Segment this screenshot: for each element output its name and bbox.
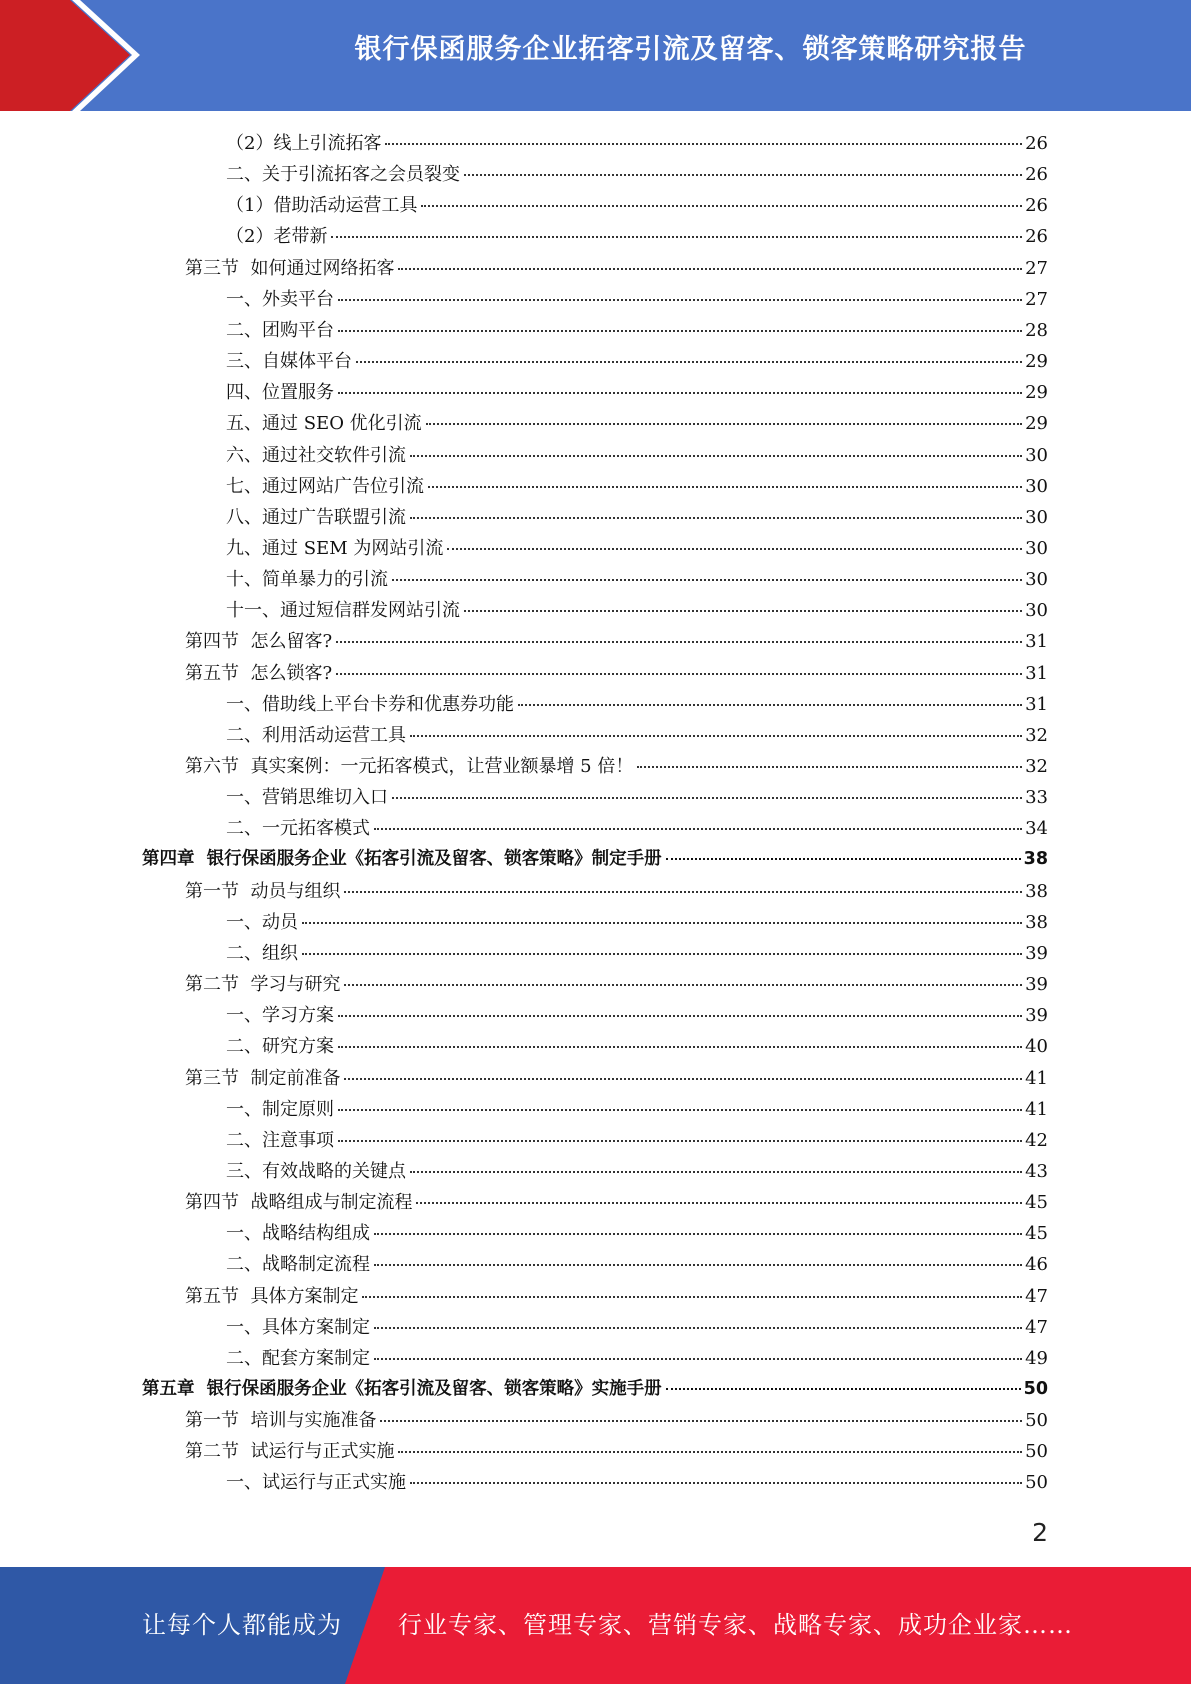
toc-dot-leader [398,1451,1022,1453]
toc-subsection-entry[interactable] [226,1343,1048,1374]
toc-dot-leader [380,1420,1022,1422]
toc-dot-leader [410,517,1022,519]
toc-entry-page: 26 [1025,226,1048,248]
toc-entry-title: 十一、通过短信群发网站引流 [226,600,460,622]
footer-slogan-right: 行业专家、管理专家、营销专家、战略专家、成功企业家…… [398,1611,1073,1639]
toc-section-entry[interactable] [185,1405,1048,1436]
toc-dot-leader [344,984,1022,986]
toc-entry-title: 四、位置服务 [226,382,334,404]
toc-subsection-entry[interactable] [226,284,1048,315]
toc-dot-leader [398,268,1022,270]
toc-entry-page: 50 [1023,1379,1048,1399]
toc-entry-title: 第五节 怎么锁客? [185,662,333,684]
toc-section-entry[interactable] [185,751,1048,782]
toc-section-entry[interactable] [185,1063,1048,1094]
toc-entry-page: 50 [1025,1441,1048,1463]
toc-dot-leader [374,828,1022,830]
page-header [0,0,1191,111]
report-title: 银行保函服务企业拓客引流及留客、锁客策略研究报告 [354,34,1027,65]
toc-entry-title: 二、注意事项 [226,1129,334,1151]
toc-subsection-entry[interactable] [226,471,1048,502]
toc-dot-leader [464,174,1022,176]
toc-entry-page: 39 [1025,942,1048,964]
toc-dot-leader [344,1078,1022,1080]
toc-dot-leader [338,299,1022,301]
toc-entry-title: 第二节 试运行与正式实施 [185,1441,395,1463]
toc-subsection-entry[interactable] [226,346,1048,377]
toc-entry-title: 第六节 真实案例：一元拓客模式，让营业额暴增 5 倍！ [185,756,634,777]
toc-entry-page: 32 [1025,756,1048,777]
toc-dot-leader [302,953,1022,955]
toc-entry-title: 一、动员 [226,911,298,933]
toc-dot-leader [344,891,1022,893]
toc-entry-page: 31 [1025,662,1048,684]
toc-entry-title: 第二节 学习与研究 [185,974,341,996]
toc-section-entry[interactable] [185,658,1048,689]
toc-section-entry[interactable] [185,969,1048,1000]
toc-subsection-entry[interactable] [226,1467,1048,1498]
toc-dot-leader [447,548,1022,550]
toc-dot-leader [392,797,1022,799]
toc-entry-page: 30 [1025,475,1048,497]
toc-subsection-entry[interactable] [226,190,1048,221]
toc-section-entry[interactable] [185,626,1048,657]
toc-dot-leader [416,1202,1022,1204]
toc-dot-leader [385,143,1022,145]
toc-section-entry[interactable] [185,1187,1048,1218]
toc-chapter-entry[interactable] [142,1374,1048,1405]
toc-entry-title: 二、配套方案制定 [226,1347,370,1369]
toc-entry-page: 29 [1025,382,1048,404]
toc-entry-page: 29 [1025,351,1048,373]
toc-subsection-entry[interactable] [226,533,1048,564]
toc-subsection-entry[interactable] [226,720,1048,751]
toc-entry-page: 42 [1025,1129,1048,1151]
toc-entry-title: 一、营销思维切入口 [226,787,388,809]
toc-subsection-entry[interactable] [226,408,1048,439]
toc-dot-leader [374,1233,1022,1235]
toc-entry-page: 46 [1025,1254,1048,1276]
toc-entry-title: 第五节 具体方案制定 [185,1285,359,1307]
toc-subsection-entry[interactable] [226,440,1048,471]
toc-entry-title: 二、研究方案 [226,1036,334,1058]
toc-entry-title: 三、自媒体平台 [226,351,352,373]
toc-entry-page: 34 [1025,818,1048,840]
toc-entry-title: 二、一元拓客模式 [226,818,370,840]
toc-subsection-entry[interactable] [226,564,1048,595]
toc-entry-page: 50 [1025,1472,1048,1494]
toc-dot-leader [374,1358,1022,1360]
toc-entry-page: 29 [1025,413,1048,435]
toc-entry-title: 二、战略制定流程 [226,1254,370,1276]
toc-dot-leader [302,922,1022,924]
toc-entry-page: 45 [1025,1192,1048,1214]
toc-entry-title: 一、制定原则 [226,1098,334,1120]
toc-dot-leader [338,1046,1022,1048]
toc-entry-page: 33 [1025,787,1048,809]
toc-subsection-entry[interactable] [226,1031,1048,1062]
toc-dot-leader [410,1482,1022,1484]
toc-entry-page: 47 [1025,1316,1048,1338]
toc-entry-page: 30 [1025,444,1048,466]
toc-dot-leader [426,423,1022,425]
toc-entry-title: （1）借助活动运营工具 [226,195,418,217]
toc-dot-leader [428,486,1022,488]
toc-entry-page: 26 [1025,164,1048,186]
toc-entry-page: 47 [1025,1285,1048,1307]
toc-entry-title: 一、学习方案 [226,1005,334,1027]
toc-entry-page: 40 [1025,1036,1048,1058]
toc-entry-title: 第一节 动员与组织 [185,880,341,902]
toc-dot-leader [374,1327,1022,1329]
toc-entry-page: 41 [1025,1067,1048,1089]
toc-entry-page: 45 [1025,1223,1048,1245]
toc-subsection-entry[interactable] [226,1156,1048,1187]
toc-entry-page: 38 [1023,849,1048,870]
toc-entry-title: 一、战略结构组成 [226,1223,370,1245]
toc-entry-page: 39 [1025,1005,1048,1027]
toc-entry-title: 第四章 银行保函服务企业《拓客引流及留客、锁客策略》制定手册 [142,849,662,870]
toc-entry-title: 九、通过 SEM 为网站引流 [226,537,444,559]
toc-chapter-entry[interactable] [142,844,1048,875]
toc-entry-title: 二、团购平台 [226,319,334,341]
toc-entry-title: 三、有效战略的关键点 [226,1160,406,1182]
toc-subsection-entry[interactable] [226,1249,1048,1280]
toc-dot-leader [336,673,1022,675]
toc-subsection-entry[interactable] [226,938,1048,969]
toc-dot-leader [338,392,1022,394]
toc-section-entry[interactable] [185,1281,1048,1312]
toc-dot-leader [666,1388,1021,1390]
toc-entry-title: 六、通过社交软件引流 [226,444,406,466]
toc-entry-title: 二、组织 [226,942,298,964]
toc-entry-title: 二、关于引流拓客之会员裂变 [226,164,460,186]
toc-entry-title: 七、通过网站广告位引流 [226,475,424,497]
toc-subsection-entry[interactable] [226,377,1048,408]
toc-entry-page: 30 [1025,537,1048,559]
toc-entry-page: 32 [1025,724,1048,746]
toc-subsection-entry[interactable] [226,221,1048,252]
toc-entry-title: 第四节 战略组成与制定流程 [185,1192,413,1214]
toc-entry-page: 43 [1025,1160,1048,1182]
toc-entry-page: 31 [1025,693,1048,715]
toc-entry-page: 38 [1025,911,1048,933]
toc-subsection-entry[interactable] [226,813,1048,844]
toc-dot-leader [331,236,1022,238]
header-red-arrow [0,0,160,111]
toc-entry-page: 39 [1025,974,1048,996]
toc-entry-title: 第三节 如何通过网络拓客 [185,257,395,279]
toc-subsection-entry[interactable] [226,315,1048,346]
toc-entry-page: 30 [1025,569,1048,591]
toc-entry-title: 第三节 制定前准备 [185,1067,341,1089]
toc-section-entry[interactable] [185,1436,1048,1467]
toc-entry-title: （2）老带新 [226,226,328,248]
toc-dot-leader [518,704,1022,706]
toc-subsection-entry[interactable] [226,128,1048,159]
toc-entry-title: 五、通过 SEO 优化引流 [226,413,422,435]
toc-entry-title: 十、简单暴力的引流 [226,569,388,591]
toc-entry-title: （2）线上引流拓客 [226,133,382,154]
toc-dot-leader [410,1171,1022,1173]
toc-subsection-entry[interactable] [226,502,1048,533]
toc-dot-leader [338,1140,1022,1142]
toc-entry-title: 第四节 怎么留客? [185,631,333,653]
toc-section-entry[interactable] [185,253,1048,284]
toc-entry-page: 30 [1025,506,1048,528]
toc-entry-page: 49 [1025,1347,1048,1369]
toc-entry-title: 第五章 银行保函服务企业《拓客引流及留客、锁客策略》实施手册 [142,1379,662,1399]
toc-dot-leader [356,361,1022,363]
toc-dot-leader [410,455,1022,457]
toc-entry-title: 一、外卖平台 [226,288,334,310]
toc-entry-page: 26 [1025,133,1048,154]
toc-entry-title: 八、通过广告联盟引流 [226,506,406,528]
toc-dot-leader [637,766,1022,768]
toc-subsection-entry[interactable] [226,1000,1048,1031]
toc-dot-leader [392,579,1022,581]
toc-entry-page: 31 [1025,631,1048,653]
toc-entry-title: 第一节 培训与实施准备 [185,1410,377,1432]
toc-entry-page: 28 [1025,319,1048,341]
toc-entry-page: 27 [1025,288,1048,310]
toc-entry-page: 41 [1025,1098,1048,1120]
toc-subsection-entry[interactable] [226,907,1048,938]
toc-subsection-entry[interactable] [226,159,1048,190]
toc-dot-leader [338,330,1022,332]
toc-dot-leader [666,858,1021,860]
toc-dot-leader [338,1109,1022,1111]
page-footer [0,1567,1191,1684]
page-number: 2 [1032,1518,1048,1547]
toc-dot-leader [336,641,1022,643]
toc-subsection-entry[interactable] [226,1218,1048,1249]
toc-entry-title: 一、具体方案制定 [226,1316,370,1338]
toc-dot-leader [464,610,1022,612]
toc-subsection-entry[interactable] [226,1094,1048,1125]
toc-entry-page: 38 [1025,880,1048,902]
toc-entry-page: 30 [1025,600,1048,622]
toc-subsection-entry[interactable] [226,1312,1048,1343]
toc-entry-title: 一、试运行与正式实施 [226,1472,406,1494]
toc-dot-leader [421,205,1022,207]
footer-slogan-left: 让每个人都能成为 [142,1611,342,1639]
toc-section-entry[interactable] [185,876,1048,907]
toc-subsection-entry[interactable] [226,595,1048,626]
toc-entry-page: 27 [1025,257,1048,279]
toc-dot-leader [338,1015,1022,1017]
toc-subsection-entry[interactable] [226,782,1048,813]
toc-entry-page: 26 [1025,195,1048,217]
toc-entry-title: 一、借助线上平台卡券和优惠券功能 [226,693,514,715]
toc-entry-page: 50 [1025,1410,1048,1432]
toc-dot-leader [410,735,1022,737]
toc-dot-leader [362,1296,1022,1298]
toc-subsection-entry[interactable] [226,1125,1048,1156]
toc-subsection-entry[interactable] [226,689,1048,720]
toc-dot-leader [374,1264,1022,1266]
toc-entry-title: 二、利用活动运营工具 [226,724,406,746]
